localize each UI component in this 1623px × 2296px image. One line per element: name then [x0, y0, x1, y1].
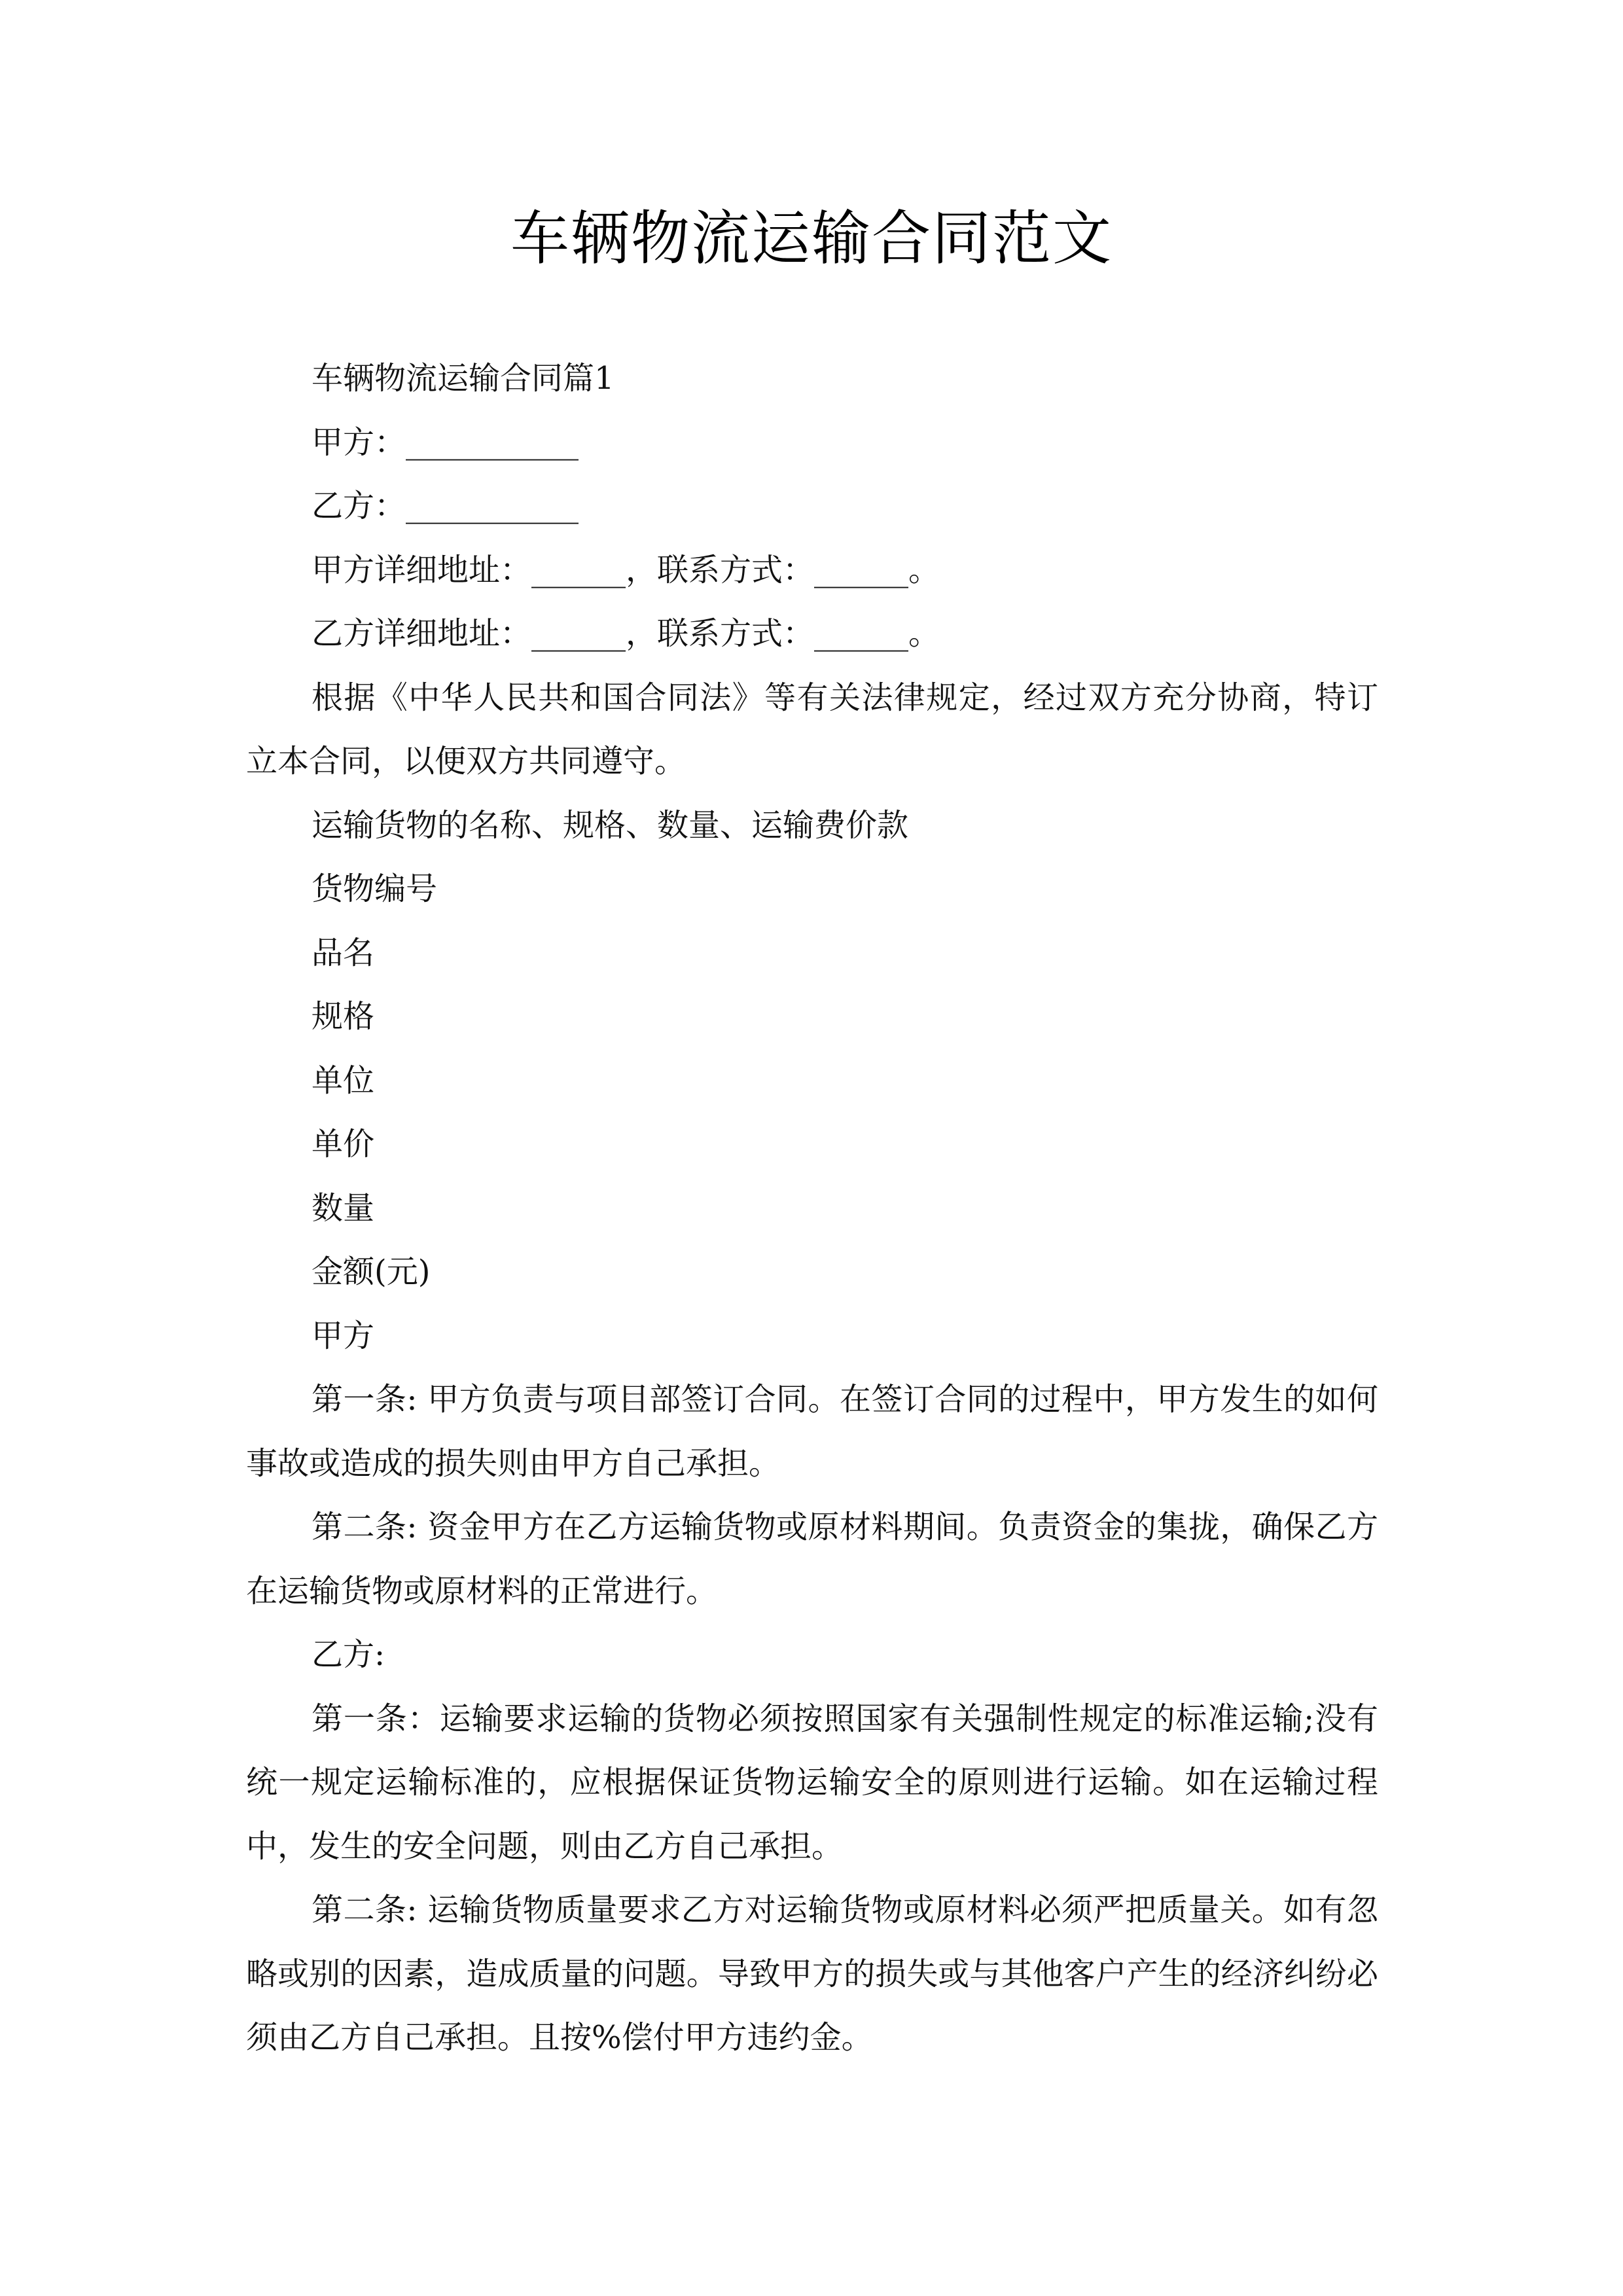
section-heading: 车辆物流运输合同篇1 — [312, 360, 615, 397]
goods-field-amount: 金额(元) — [312, 1253, 431, 1290]
preamble-paragraph: 根据《中华人民共和国合同法》等有关法律规定，经过双方充分协商，特订立本合同，以便双方共同遵守。 — [246, 679, 1378, 780]
party-a-address: 甲方详细地址：______，联系方式：______。 — [312, 551, 940, 588]
goods-heading: 运输货物的名称、规格、数量、运输费价款 — [312, 806, 909, 844]
document-title: 车辆物流运输合同范文 — [510, 204, 1113, 273]
goods-field-unit: 单位 — [312, 1062, 375, 1099]
party-b-address: 乙方详细地址：______，联系方式：______。 — [312, 615, 940, 652]
party-b-heading: 乙方: — [312, 1636, 385, 1673]
party-a-clause-2: 第二条: 资金甲方在乙方运输货物或原材料期间。负责资金的集拢，确保乙方在运输货物或原材料的正常进行。 — [246, 1509, 1378, 1609]
goods-field-name: 品名 — [312, 934, 375, 971]
goods-field-spec: 规格 — [312, 998, 375, 1035]
goods-field-quantity: 数量 — [312, 1189, 375, 1227]
party-a-field: 甲方：___________ — [312, 423, 579, 461]
goods-field-number: 货物编号 — [312, 870, 438, 907]
party-b-clause-2: 第二条: 运输货物质量要求乙方对运输货物或原材料必须严把质量关。如有忽略或别的因素，造成质量的问题。导致甲方的损失或与其他客户产生的经济纠纷必须由乙方自己承担。且按%偿付甲方违约金。 — [246, 1892, 1378, 2056]
party-b-field: 乙方：___________ — [312, 488, 579, 524]
party-b-clause-1: 第一条：运输要求运输的货物必须按照国家有关强制性规定的标准运输;没有统一规定运输标准的，应根据保证货物运输安全的原则进行运输。如在运输过程中，发生的安全问题，则由乙方自己承担。 — [246, 1700, 1378, 1865]
document-body — [246, 347, 1378, 2070]
party-a-heading: 甲方 — [312, 1317, 375, 1354]
goods-field-unit-price: 单价 — [312, 1126, 375, 1162]
party-a-clause-1: 第一条: 甲方负责与项目部签订合同。在签订合同的过程中，甲方发生的如何事故或造成的损失则由甲方自己承担。 — [246, 1381, 1378, 1482]
